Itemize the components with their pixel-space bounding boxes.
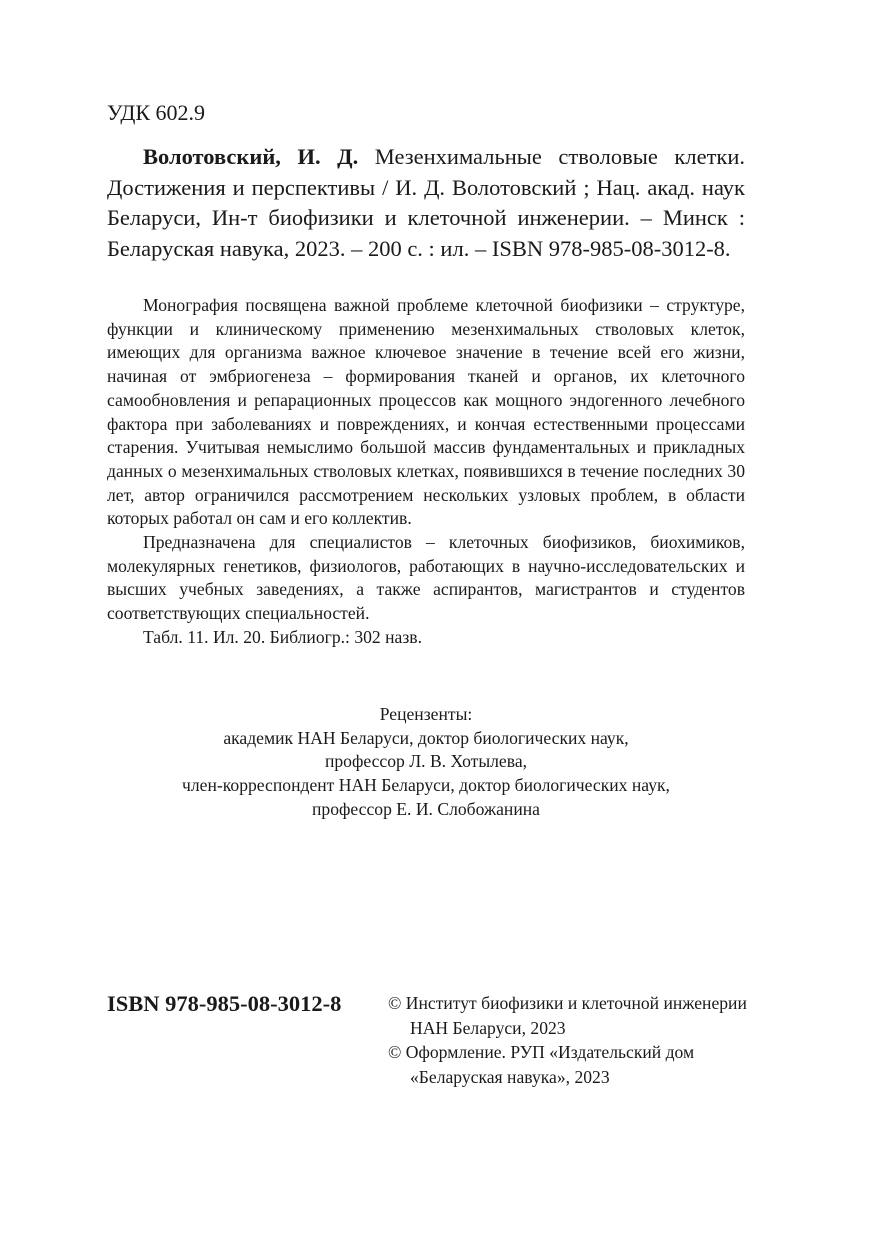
copyright-entry: © Институт биофизики и клеточной инженерии НАН Беларуси, 2023 xyxy=(388,993,747,1038)
annotation xyxy=(107,294,745,650)
reviewers-block xyxy=(107,703,745,822)
copyright-block xyxy=(388,991,748,1089)
author-name: Волотовский, И. Д. xyxy=(143,144,359,169)
annotation-paragraph: Монография посвящена важной проблеме клеточной биофизики – структуре, функции и клиническому применению мезенхимальных стволовых клеток, имеющих для организма важное ключевое значение в течение всей его жизни, начиная от эмбриогенеза – формирования тканей и органов, их клеточного самообновления и репарационных процессов как мощного эндогенного лечебного фактора при заболеваниях и повреждениях, и кончая естественными процессами старения. Учитывая немыслимо большой массив фундаментальных и прикладных данных о мезенхимальных стволовых клетках, появившихся в течение последних 30 лет, автор ограничился рассмотрением нескольких узловых проблем, в области которых работал он сам и его коллектив. xyxy=(107,295,745,529)
annotation-audience: Предназначена для специалистов – клеточных биофизиков, биохимиков, молекулярных генетиков, физиологов, работающих в научно-исследовательских и высших учебных заведениях, а также аспирантов, магистрантов и студентов соответствующих специальностей. xyxy=(107,532,745,624)
bibliographic-description: Мезенхимальные стволовые клетки. Достижения и перспективы / И. Д. Волотовский ; Нац. акад. наук Беларуси, Ин-т биофизики и клеточной инженерии. – Минск : Беларуская навука, 2023. – 200 с. : ил. – ISBN 978-985-08-3012-8. xyxy=(107,144,745,261)
reviewer-line: профессор Е. И. Слобожанина xyxy=(312,798,540,819)
reviewer-line: профессор Л. В. Хотылева, xyxy=(324,751,528,772)
bibliographic-record xyxy=(107,142,745,264)
copyright-entry: © Оформление. РУП «Издательский дом «Беларуская навука», 2023 xyxy=(388,1042,695,1087)
annotation-stats: Табл. 11. Ил. 20. Библиогр.: 302 назв. xyxy=(143,626,423,647)
isbn-number: ISBN 978-985-08-3012-8 xyxy=(107,991,342,1016)
udk-code: УДК 602.9 xyxy=(107,100,206,125)
reviewer-line: член-корреспондент НАН Беларуси, доктор биологических наук, xyxy=(182,775,670,796)
reviewer-line: академик НАН Беларуси, доктор биологических наук, xyxy=(223,727,629,748)
reviewers-heading: Рецензенты: xyxy=(379,704,473,724)
